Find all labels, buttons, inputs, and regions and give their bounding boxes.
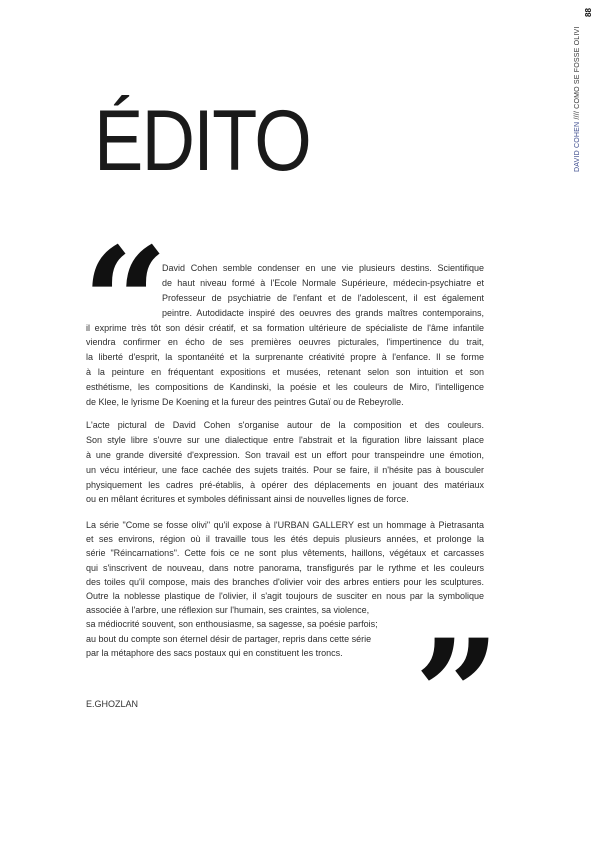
text-line: viendra confirmer en écho de ses premières oeuvres picturales, l'impertinence du trait, (86, 337, 484, 348)
text-line: associée à l'arbre, une réflexion sur l'humain, ses craintes, sa violence, (86, 605, 370, 616)
signature: E.GHOZLAN (86, 699, 139, 709)
text-line: David Cohen semble condenser en une vie plusieurs destins. Scientifique (162, 263, 484, 273)
text-line: à une grande diversité d'expression. Son travail est un effort pour transpeindre une émotion, (86, 449, 484, 460)
running-header (574, 26, 581, 172)
paragraph-intro (86, 261, 484, 410)
text-line: par la métaphore des sacs postaux qui en constituent les troncs. (86, 647, 343, 658)
text-line: de haut niveau formé à l'Ecole Normale Supérieure, médecin-psychiatre et (162, 277, 484, 288)
text-line: ou en mêlant écritures et symboles définissant ainsi de nouvelles lignes de force. (86, 494, 409, 505)
text-line: il exprime très tôt son désir créatif, et sa formation ultérieure de spécialiste de l'âme infantile (86, 322, 484, 333)
text-line: de Klee, le lyrisme De Koening et la fureur des peintres Gutaï ou de Rebeyrolle. (86, 397, 404, 408)
text-line: des toiles qu'il compose, mais des branches d'olivier voir des arbres entiers pour les sculptures. (86, 576, 484, 587)
text-line: la liberté d'esprit, la spontanéité et la surprenante créativité propre à l'enfance. Il se forme (86, 352, 484, 363)
text-line: Son style libre s'ouvre sur une dialectique entre l'abstrait et la figuration libre laissant place (86, 434, 484, 445)
close-quote-icon: ” (414, 607, 501, 783)
open-quote-icon: “ (82, 215, 169, 391)
text-line: La série "Come se fosse olivi" qu'il expose à l'URBAN GALLERY est un hommage à Pietrasanta (86, 520, 484, 530)
text-line: sa médiocrité souvent, son enthousiasme, sa sagesse, sa poésie parfois; (86, 619, 378, 630)
text-line: physiquement les cadres pré-établis, à opérer des déplacements en jouant des matériaux (86, 479, 484, 490)
running-header-separator: //// (574, 108, 581, 122)
paragraph-style (86, 418, 484, 507)
page-number: 88 (583, 8, 593, 17)
paragraph-series (86, 518, 484, 660)
text-line: Professeur de psychiatrie de l'enfant et de l'adolescent, il est également (162, 292, 484, 303)
text-line: à la peinture en fréquentant expositions et musées, retenant selon son intuition et son (86, 367, 484, 378)
text-line: série "Réincarnations". Cette fois ce ne sont plus vêtements, haillons, végétaux et carcasses (86, 548, 484, 559)
page-title: ÉDITO (94, 93, 311, 189)
text-line: au bout du compte son éternel désir de partager, repris dans cette série (86, 633, 372, 644)
text-line: peintre. Autodidacte inspiré des oeuvres des grands maîtres contemporains, (162, 307, 484, 318)
text-line: esthétisme, les compositions de Kandinski, la poésie et les couleurs de Miro, l'intelligence (86, 382, 484, 393)
text-line: un vécu intérieur, une face cachée des sujets traités. Pour se faire, il n'hésite pas à bousculer (86, 464, 484, 475)
text-line: Outre la noblesse plastique de l'olivier, il s'agit toujours de susciter en nous par la symbolique (86, 590, 484, 601)
text-line: qui s'inscrivent de nouveau, dans notre panorama, transfigurés par le rythme et les couleurs (86, 562, 484, 573)
text-line: et ses environs, région où il travaille tous les étés depuis plusieurs années, et prolonge la (86, 534, 484, 545)
text-line: L'acte pictural de David Cohen s'organise autour de la composition et des couleurs. (86, 420, 484, 430)
running-header-author: DAVID COHEN (574, 121, 581, 172)
running-header-series: COMO SE FOSSE OLIVI (574, 26, 581, 109)
